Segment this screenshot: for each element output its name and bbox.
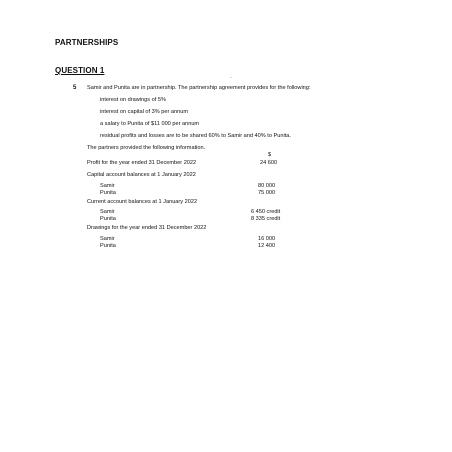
capital-punita-value: 75 000 [258,190,276,196]
capital-label: Capital account balances at 1 January 2022 [87,172,196,178]
currency-header: $ [268,152,272,158]
question-intro: Samir and Punita are in partnership. The partnership agreement provides for the following: [87,85,311,91]
current-punita-name: Punita [100,216,116,222]
capital-samir-value: 80 000 [258,183,276,189]
capital-punita-name: Punita [100,190,116,196]
page-marker: ~ [230,76,233,80]
provision-item: interest on capital of 3% per annum [100,109,188,115]
current-samir-name: Samir [100,209,115,215]
drawings-punita-value: 12 400 [258,243,276,249]
drawings-samir-value: 16 000 [258,236,276,242]
question-title: QUESTION 1 [55,66,105,75]
drawings-label: Drawings for the year ended 31 December 2022 [87,225,207,231]
current-punita-value: 8 335 credit [251,216,281,222]
info-intro: The partners provided the following information. [87,145,206,151]
profit-label: Profit for the year ended 31 December 2022 [87,160,197,166]
drawings-samir-name: Samir [100,236,115,242]
question-number: 5 [73,85,77,91]
profit-value: 24 600 [260,160,278,166]
provision-item: residual profits and losses are to be shared 60% to Samir and 40% to Punita. [100,133,291,139]
current-label: Current account balances at 1 January 2022 [87,199,198,205]
current-samir-value: 6 450 credit [251,209,281,215]
provision-item: interest on drawings of 5% [100,97,166,103]
drawings-punita-name: Punita [100,243,116,249]
provision-item: a salary to Punita of $11 000 per annum [100,121,200,127]
capital-samir-name: Samir [100,183,115,189]
page-heading: PARTNERSHIPS [55,38,119,47]
